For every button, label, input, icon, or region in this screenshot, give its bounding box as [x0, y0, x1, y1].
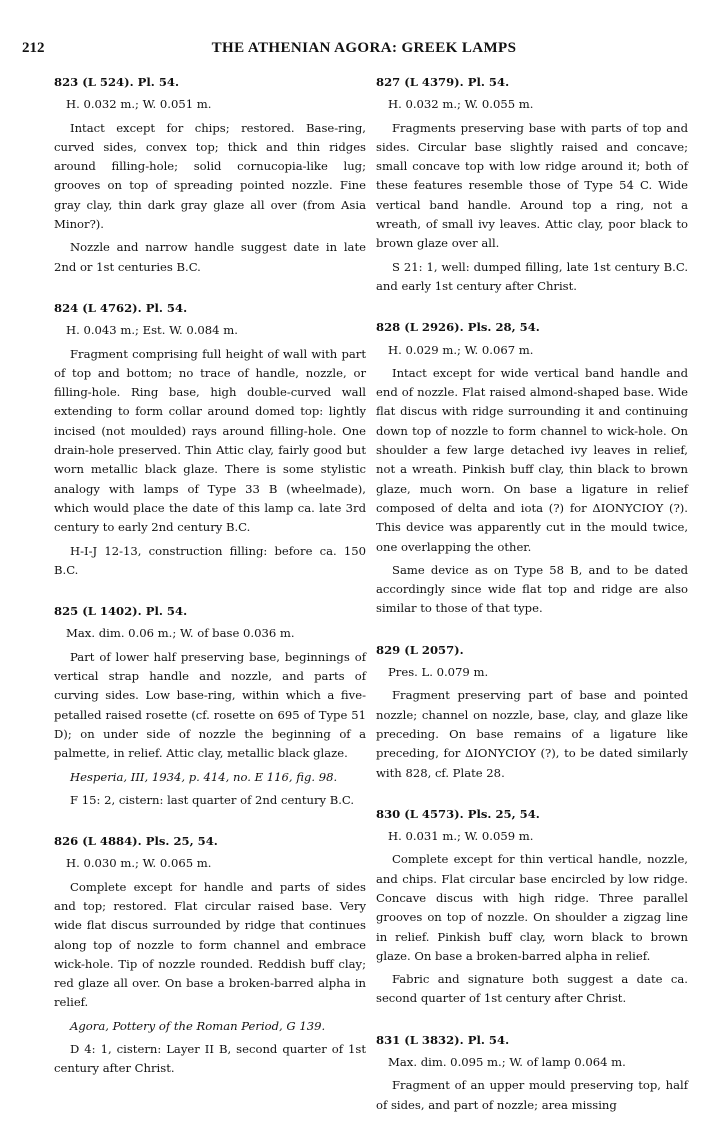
catalog-entry-825	[54, 602, 366, 810]
entry-dimensions: H. 0.032 m.; W. 0.055 m.	[388, 97, 534, 112]
entry-context: S 21: 1, well: dumped filling, late 1st century B.C. and early 1st century after Christ.	[376, 259, 688, 293]
entry-heading: 830 (L 4573). Pls. 25, 54.	[376, 806, 540, 821]
page-number: 212	[22, 40, 45, 56]
entry-heading: 827 (L 4379). Pl. 54.	[376, 75, 510, 89]
entry-description: Complete except for handle and parts of sides and top; restored. Flat circular raised base. Very wide flat discus surrounded by ridge that continues along top of nozzle to form channel and embrace wick-hole. Tip of nozzle rounded. Reddish buff clay; red glaze all over. On base a broken-barred alpha in relief.	[54, 879, 366, 1010]
entry-dimensions: H. 0.030 m.; W. 0.065 m.	[66, 856, 212, 871]
entry-note: Fabric and signature both suggest a date ca. second quarter of 1st century after Christ.	[376, 972, 688, 1006]
entry-heading: 824 (L 4762). Pl. 54.	[54, 300, 188, 315]
entry-heading: 825 (L 1402). Pl. 54.	[54, 604, 188, 619]
entry-context: D 4: 1, cistern: Layer II B, second quarter of 1st century after Christ.	[54, 1042, 366, 1076]
catalog-entry-829	[376, 641, 688, 783]
entry-heading: 823 (L 524). Pl. 54.	[54, 75, 180, 89]
entry-context: F 15: 2, cistern: last quarter of 2nd century B.C.	[70, 792, 355, 807]
entry-heading: 826 (L 4884). Pls. 25, 54.	[54, 834, 218, 849]
catalog-entry-824	[54, 299, 366, 580]
entry-dimensions: Max. dim. 0.06 m.; W. of base 0.036 m.	[66, 626, 295, 641]
entry-dimensions: H. 0.031 m.; W. 0.059 m.	[388, 829, 534, 844]
entry-dimensions: H. 0.043 m.; Est. W. 0.084 m.	[66, 323, 238, 338]
entry-heading: 829 (L 2057).	[376, 642, 464, 657]
entry-description: Fragment preserving part of base and pointed nozzle; channel on nozzle, base, clay, and glaze like preceding. On base remains of a ligature like preceding, for ΔΙΟΝΥCΙΟΥ (?), to be dated similarly with 828, cf. Plate 28.	[376, 688, 688, 780]
catalog-entry-823	[54, 73, 366, 277]
entry-heading: 831 (L 3832). Pl. 54.	[376, 1032, 510, 1047]
entry-description: Intact except for wide vertical band handle and end of nozzle. Flat raised almond-shaped base. Wide flat discus with ridge surrounding it and continuing down top of nozzle to form channel to wick-hole. On shoulder a few large detached ivy leaves in relief, not a wreath. Pinkish buff clay, thin black to brown glaze, much worn. On base a ligature in relief composed of delta and iota (?) for ΔΙΟΝΥCΙΟΥ (?). This device was apparently cut in the mould twice, one overlapping the other.	[376, 365, 688, 554]
catalog-entry-831	[376, 1031, 688, 1115]
running-title: THE ATHENIAN AGORA: GREEK LAMPS	[211, 40, 517, 56]
entry-note: Same device as on Type 58 B, and to be dated accordingly since wide flat top and ridge are also similar to those of that type.	[376, 562, 688, 616]
entry-dimensions: H. 0.032 m.; W. 0.051 m.	[66, 97, 212, 112]
entry-heading: 828 (L 2926). Pls. 28, 54.	[376, 320, 540, 335]
entry-note: Nozzle and narrow handle suggest date in late 2nd or 1st centuries B.C.	[54, 240, 366, 274]
entry-reference: Hesperia, III, 1934, p. 414, no. E 116, fig. 98.	[70, 769, 338, 784]
catalog-entry-828	[376, 318, 688, 618]
entry-description: Fragment of an upper mould preserving top, half of sides, and part of nozzle; area missing	[376, 1078, 688, 1112]
catalog-entry-827	[376, 73, 688, 296]
entry-description: Fragments preserving base with parts of top and sides. Circular base slightly raised and concave; small concave top with low ridge around it; both of these features resemble those of Type 54 C. Wide vertical band handle. Around top a ring, not a wreath, of small ivy leaves. Attic clay, poor black to brown glaze over all.	[376, 120, 688, 251]
entry-description: Part of lower half preserving base, beginnings of vertical strap handle and nozzle, and parts of curving sides. Low base-ring, within which a five-petalled raised rosette (cf. rosette on 695 of Type 51 D); on under side of nozzle the beginning of a palmette, in relief. Attic clay, metallic black glaze.	[54, 649, 366, 761]
catalog-entry-826	[54, 832, 366, 1079]
entry-description: Fragment comprising full height of wall with part of top and bottom; no trace of handle, nozzle, or filling-hole. Ring base, high double-curved wall extending to form collar around domed top: lightly incised (not moulded) rays around filling-hole. One drain-hole preserved. Thin Attic clay, fairly good but worn metallic black glaze. There is some stylistic analogy with lamps of Type 33 B (wheelmade), which would place the date of this lamp ca. late 3rd century to early 2nd century B.C.	[54, 346, 366, 535]
left-column	[54, 73, 366, 1101]
entry-context: H-I-J 12-13, construction filling: before ca. 150 B.C.	[54, 543, 366, 577]
running-header	[22, 40, 706, 62]
entry-dimensions: H. 0.029 m.; W. 0.067 m.	[388, 342, 534, 357]
catalog-entry-830	[376, 805, 688, 1009]
entry-description: Intact except for chips; restored. Base-ring, curved sides, convex top; thick and thin ridges around filling-hole; solid cornucopia-like lug; grooves on top of spreading pointed nozzle. Fine gray clay, thin dark gray glaze all over (from Asia Minor?).	[54, 120, 366, 232]
entry-description: Complete except for thin vertical handle, nozzle, and chips. Flat circular base encircled by low ridge. Concave discus with high ridge. Three parallel grooves on top of nozzle. On shoulder a zigzag line in relief. Pinkish buff clay, worn black to brown glaze. On base a broken-barred alpha in relief.	[376, 852, 688, 963]
entry-dimensions: Pres. L. 0.079 m.	[388, 665, 489, 680]
entry-dimensions: Max. dim. 0.095 m.; W. of lamp 0.064 m.	[388, 1055, 626, 1070]
right-column	[376, 73, 688, 1137]
entry-reference: Agora, Pottery of the Roman Period, G 139.	[70, 1018, 326, 1033]
